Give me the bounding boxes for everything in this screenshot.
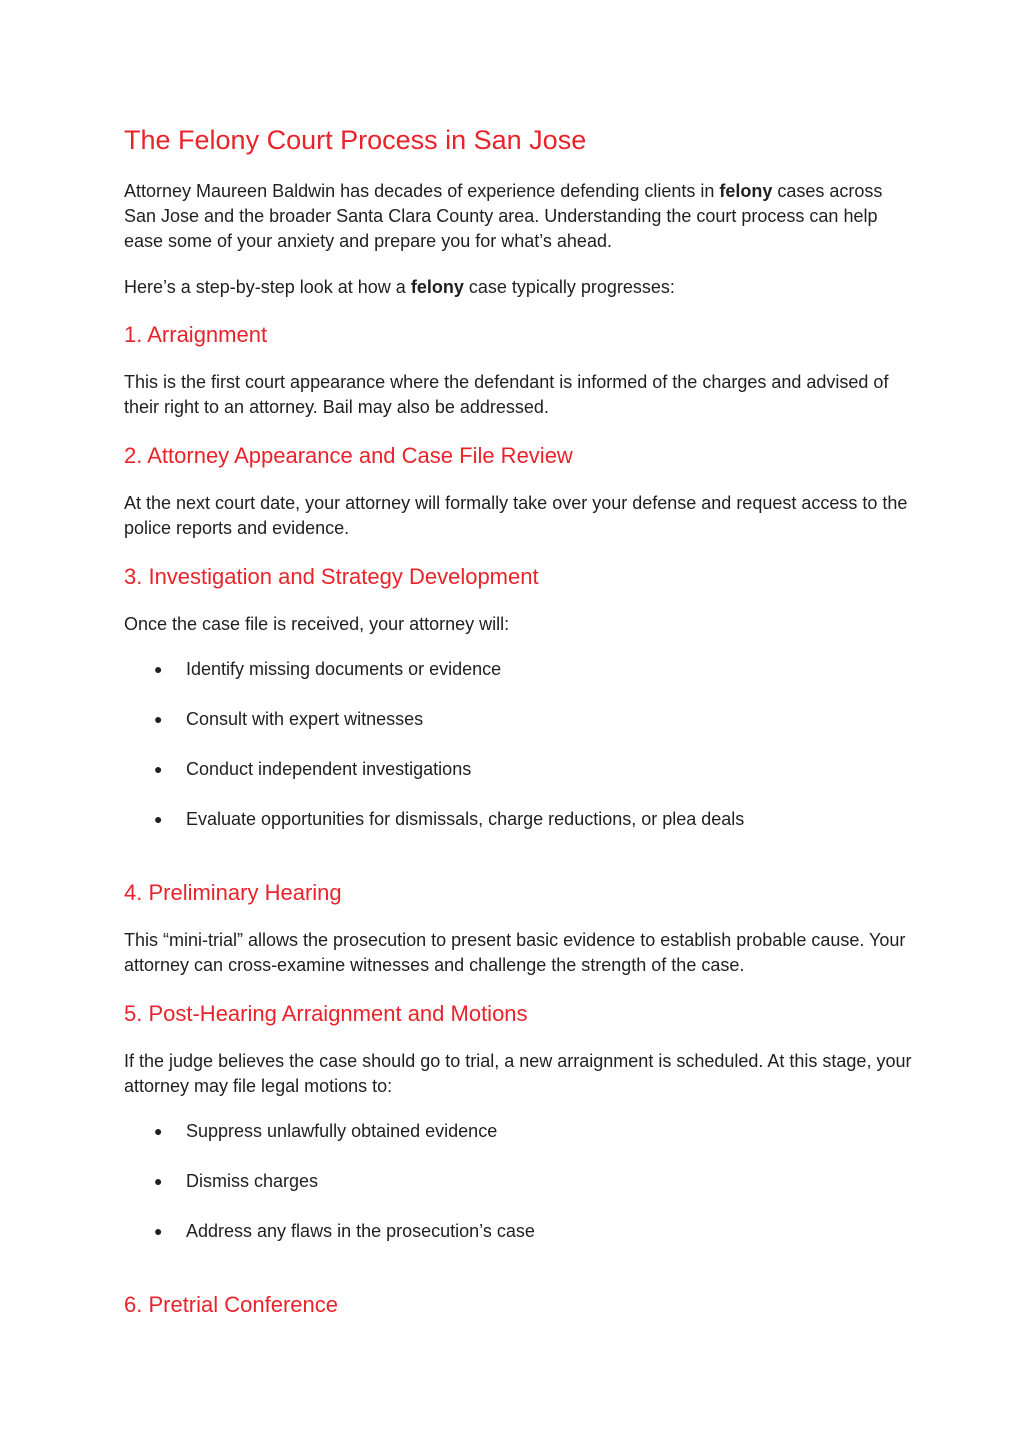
- section-body-preliminary-hearing: This “mini-trial” allows the prosecution to present basic evidence to establish probable cause. Your attorney can cross-examine witnesses and challenge the strength of the case.: [124, 930, 906, 975]
- lead-bold-term: felony: [410, 277, 464, 297]
- bullet-icon: ●: [154, 1223, 163, 1239]
- list-item: [154, 657, 501, 682]
- lead-text-before: Here’s a step-by-step look at how a: [124, 277, 411, 297]
- page-title: The Felony Court Process in San Jose: [124, 125, 587, 155]
- bullet-icon: ●: [154, 661, 163, 677]
- bullet-icon: ●: [154, 1123, 163, 1139]
- list-item-text: Evaluate opportunities for dismissals, charge reductions, or plea deals: [186, 809, 745, 829]
- list-item: [154, 1219, 535, 1244]
- list-item: [154, 707, 423, 732]
- section-heading-arraignment: 1. Arraignment: [124, 322, 268, 347]
- bullet-icon: ●: [154, 711, 163, 727]
- section-heading-investigation: 3. Investigation and Strategy Development: [124, 564, 539, 589]
- lead-paragraph: [124, 275, 675, 300]
- list-item: [154, 807, 744, 832]
- list-item: [154, 1169, 318, 1194]
- bullet-icon: ●: [154, 1173, 163, 1189]
- section-body-arraignment: This is the first court appearance where the defendant is informed of the charges and advised of their right to an attorney. Bail may also be addressed.: [124, 372, 889, 417]
- section-heading-preliminary-hearing: 4. Preliminary Hearing: [124, 880, 342, 905]
- list-item-text: Dismiss charges: [186, 1171, 319, 1191]
- section-heading-post-hearing: 5. Post-Hearing Arraignment and Motions: [124, 1001, 528, 1026]
- intro-paragraph: [124, 179, 914, 254]
- list-item-text: Identify missing documents or evidence: [186, 659, 502, 679]
- list-item-text: Address any flaws in the prosecution’s case: [186, 1221, 535, 1241]
- intro-text-after: cases across San Jose and the broader Santa Clara County area. Understanding the court process can help ease some of your anxiety and prepare you for what’s ahead.: [124, 181, 883, 251]
- section-heading-attorney-appearance: 2. Attorney Appearance and Case File Review: [124, 443, 573, 468]
- list-item-text: Conduct independent investigations: [186, 759, 472, 779]
- section-body-post-hearing: If the judge believes the case should go to trial, a new arraignment is scheduled. At this stage, your attorney may file legal motions to:: [124, 1051, 912, 1096]
- list-item: [154, 1119, 497, 1144]
- section-body-attorney-appearance: At the next court date, your attorney will formally take over your defense and request access to the police reports and evidence.: [124, 493, 908, 538]
- bullet-icon: ●: [154, 811, 163, 827]
- list-item-text: Suppress unlawfully obtained evidence: [186, 1121, 498, 1141]
- lead-text-after: case typically progresses:: [463, 277, 675, 297]
- list-item-text: Consult with expert witnesses: [186, 709, 424, 729]
- intro-text-before: Attorney Maureen Baldwin has decades of experience defending clients in: [124, 181, 720, 201]
- bullet-icon: ●: [154, 761, 163, 777]
- section-heading-pretrial-conference: 6. Pretrial Conference: [124, 1292, 338, 1317]
- intro-bold-term: felony: [719, 181, 773, 201]
- section-body-investigation: Once the case file is received, your attorney will:: [124, 614, 510, 634]
- list-item: [154, 757, 471, 782]
